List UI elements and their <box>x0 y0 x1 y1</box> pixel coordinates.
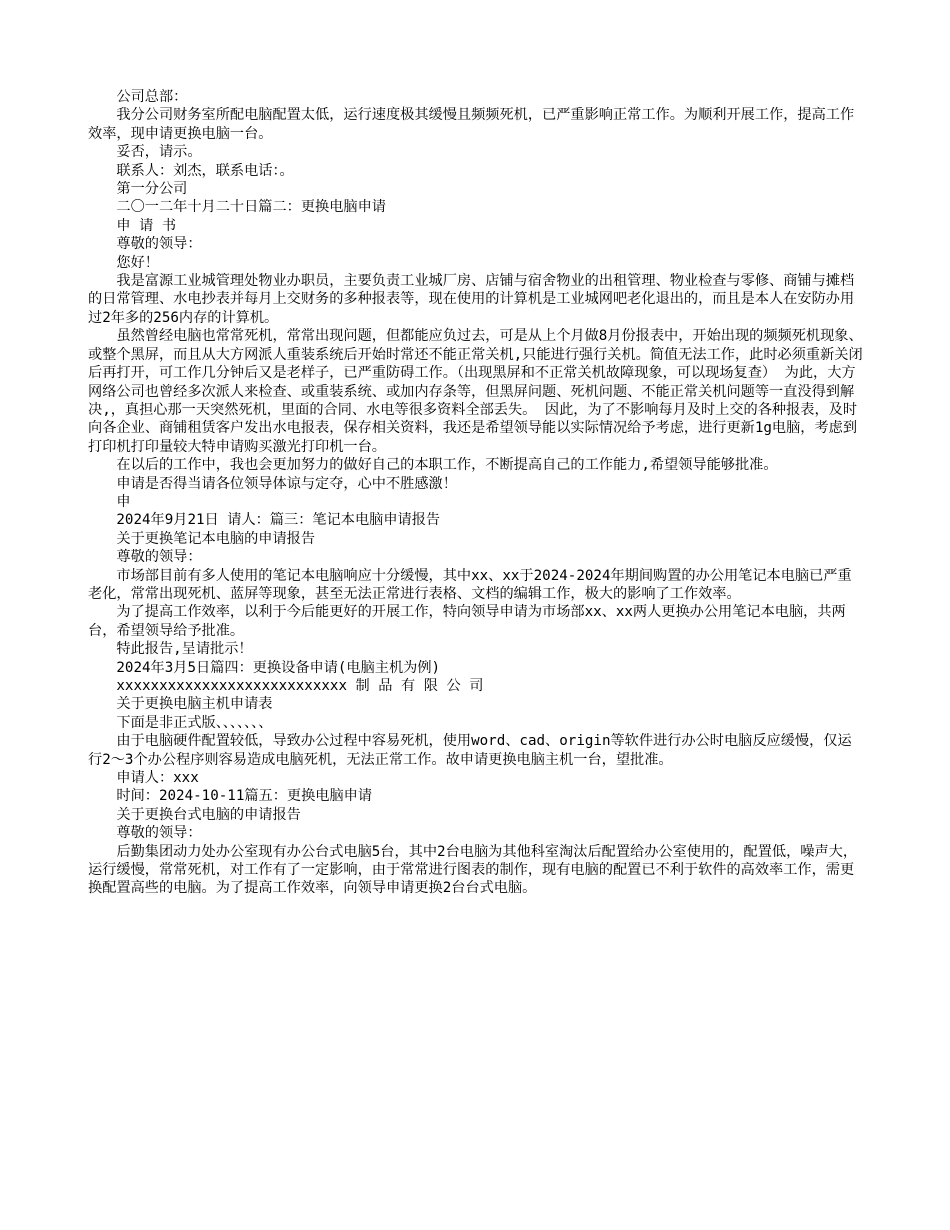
note-line: 下面是非正式版、、、、、、、 <box>116 714 273 731</box>
body-paragraph: 我是富源工业城管理处物业办职员，主要负责工业城厂房、店铺与宿舍物业的出租管理、物业检查与零修、商铺与摊档的日常管理、水电抄表并每月上交财务的多种报表等，现在使用的计算机是工业城网吧老化退出的，而且是本人在安防办用过2年多的256内存的计算机。 <box>88 273 855 326</box>
applicant-line: 申请人：xxx <box>116 770 199 787</box>
body-paragraph: 由于电脑硬件配置较低，导致办公过程中容易死机，使用word、cad、origin等软件进行办公时电脑反应缓慢，仅运行2～3个办公程序则容易造成电脑死机，无法正常工作。故申请更换电脑主机一台，望批准。 <box>88 733 852 768</box>
closing-line: 特此报告,呈请批示！ <box>116 641 253 658</box>
section-title: 申 请 书 <box>116 217 177 234</box>
company-name-line: xxxxxxxxxxxxxxxxxxxxxxxxxxx 制 品 有 限 公 司 <box>116 678 484 694</box>
contact-line: 联系人：刘杰，联系电话：。 <box>116 162 294 179</box>
salutation: 尊敬的领导： <box>116 236 202 253</box>
date-section-heading: 2024年3月5日篇四：更换设备申请(电脑主机为例) <box>116 659 441 676</box>
salutation: 尊敬的领导： <box>116 549 202 566</box>
section-title: 关于更换电脑主机申请表 <box>116 696 273 713</box>
salutation-headquarters: 公司总部： <box>116 89 188 105</box>
body-paragraph: 市场部目前有多人使用的笔记本电脑响应十分缓慢，其中xx、xx于2024-2024年期间购置的办公用笔记本电脑已严重老化，常常出现死机、蓝屏等现象，甚至无法正常进行表格、文档的编辑工作，极大的影响了工作效率。 <box>88 567 852 602</box>
date-section-heading: 时间：2024-10-11篇五：更换电脑申请 <box>116 788 373 805</box>
body-paragraph: 虽然曾经电脑也常常死机，常常出现问题，但都能应负过去，可是从上个月做8月份报表中，开始出现的频频死机现象、或整个黑屏，而且从大方网派人重装系统后开始时常还不能正常关机,只能进行强行关机。简值无法工作，此时必须重新关闭后再打开，可工作几分钟后又是老样子，已严重防碍工作。（出现黑屏和不正常关机故障现象，可以现场复查） 为此，大方网络公司也曾经多次派人来检查、或重装系统、或加内存条等，但黑屏问题、死机问题、不能正常关机问题等一直没得到解决,，真担心那一天突然死机，里面的合同、水电等很多资料全部丢失。 因此，为了不影响每月及时上交的各种报表，及时向各企业、商铺租赁客户发出水电报表，保存相关资料，我还是希望领导能以实际情况给予考虑，进行更新1g电脑，考虑到打印机打印量较大特申请购买激光打印机一台。 <box>88 328 863 455</box>
body-paragraph: 在以后的工作中，我也会更加努力的做好自己的本职工作，不断提高自己的工作能力,希望领导能够批准。 <box>116 457 778 474</box>
date-section-heading: 二〇一二年十月二十日篇二：更换电脑申请 <box>116 199 386 216</box>
section-title: 关于更换笔记本电脑的申请报告 <box>116 530 316 547</box>
signature-company: 第一分公司 <box>116 181 188 198</box>
greeting: 您好！ <box>116 254 159 271</box>
request-line: 妥否，请示。 <box>116 144 202 161</box>
body-paragraph: 我分公司财务室所配电脑配置太低，运行速度极其缓慢且频频死机，已严重影响正常工作。为顺利开展工作，提高工作效率，现申请更换电脑一台。 <box>88 107 855 142</box>
body-paragraph: 后勤集团动力处办公室现有办公台式电脑5台，其中2台电脑为其他科室淘汰后配置给办公室使用的，配置低，噪声大，运行缓慢，常常死机，对工作有了一定影响，由于常常进行图表的制作，现有电脑的配置已不利于软件的高效率工作，需更换配置高些的电脑。为了提高工作效率，向领导申请更换2台台式电脑。 <box>88 843 858 897</box>
signature-fragment: 申 <box>116 493 131 510</box>
section-title: 关于更换台式电脑的申请报告 <box>116 806 301 823</box>
body-paragraph: 申请是否得当请各位领导体谅与定夺，心中不胜感激！ <box>116 475 457 492</box>
document-body <box>88 88 863 898</box>
salutation: 尊敬的领导： <box>116 825 202 842</box>
date-section-heading: 2024年9月21日 请人：篇三：笔记本电脑申请报告 <box>116 512 441 529</box>
body-paragraph: 为了提高工作效率，以利于今后能更好的开展工作，特向领导申请为市场部xx、xx两人更换办公用笔记本电脑，共两台，希望领导给予批准。 <box>88 604 846 639</box>
